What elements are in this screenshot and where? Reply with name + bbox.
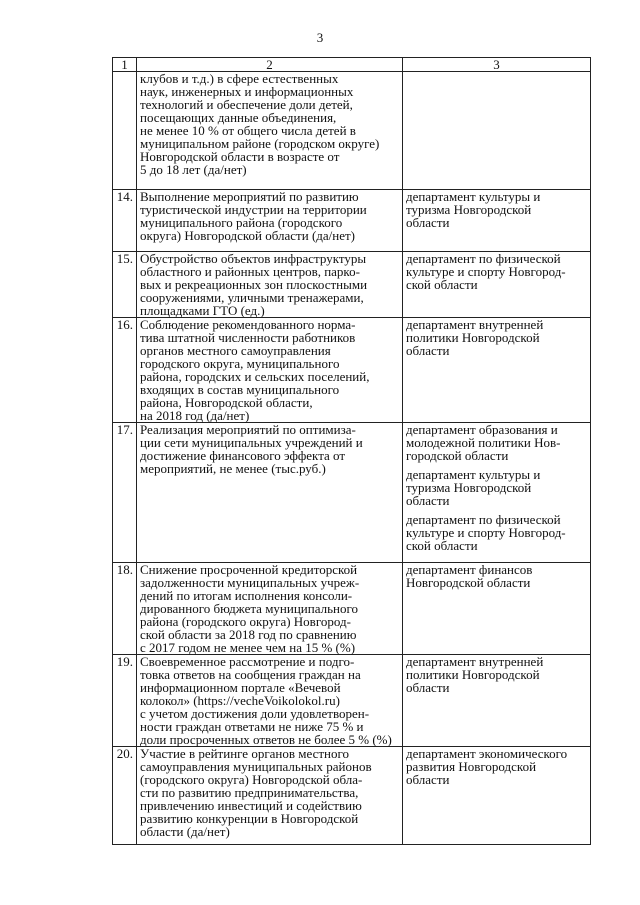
department-text-line: департамент по физической: [406, 251, 561, 266]
indicator-text-line: привлечению инвестиций и содействию: [140, 798, 362, 813]
indicator-text-line: Своевременное рассмотрение и подго-: [140, 654, 355, 669]
responsible-department: [403, 747, 591, 845]
row-number: 19.: [113, 655, 137, 747]
indicator-text-line: Реализация мероприятий по оптимиза-: [140, 422, 356, 437]
department-text-line: области: [406, 772, 450, 787]
department-entry: [406, 747, 587, 786]
indicator-text-line: района (городского округа) Новгород-: [140, 614, 351, 629]
indicator-text-line: 5 до 18 лет (да/нет): [140, 162, 247, 177]
responsible-department: [403, 318, 591, 423]
row-number: 18.: [113, 563, 137, 655]
indicator-text-line: областного и районных центров, парко-: [140, 264, 360, 279]
department-entry: [406, 423, 587, 462]
header-cell-1: 1: [113, 58, 137, 72]
indicator-text-line: развитию конкуренции в Новгородской: [140, 811, 359, 826]
department-entry: [406, 563, 587, 589]
indicator-text-line: не менее 10 % от общего числа детей в: [140, 123, 356, 138]
indicator-text-line: входящих в состав муниципального: [140, 382, 340, 397]
indicator-text-line: товка ответов на сообщения граждан на: [140, 667, 361, 682]
indicator-text-line: муниципальном районе (городском округе): [140, 136, 380, 151]
indicator-text-line: (городского округа) Новгородской обла-: [140, 772, 363, 787]
department-text-line: департамент экономического: [406, 746, 568, 761]
department-text-line: ской области: [406, 538, 478, 553]
row-number: 20.: [113, 747, 137, 845]
responsible-department: [403, 423, 591, 563]
responsible-department: [403, 72, 591, 190]
department-text-line: городской области: [406, 448, 509, 463]
department-text-line: политики Новгородской: [406, 330, 540, 345]
indicator-text-line: Соблюдение рекомендованного норма-: [140, 317, 356, 332]
indicator-text-line: клубов и т.д.) в сфере естественных: [140, 71, 339, 86]
row-number: 16.: [113, 318, 137, 423]
department-text-line: Новгородской области: [406, 575, 531, 590]
indicator-text-line: Обустройство объектов инфраструктуры: [140, 251, 367, 266]
department-text-line: департамент внутренней: [406, 317, 544, 332]
indicator-text-line: с учетом достижения доли удовлетворен-: [140, 706, 370, 721]
table-row: [113, 318, 591, 423]
indicator-text-line: вых и рекреационных зон плоскостными: [140, 277, 368, 292]
department-text-line: туризма Новгородской: [406, 202, 532, 217]
indicators-table: [112, 57, 591, 845]
department-text-line: департамент образования и: [406, 422, 558, 437]
indicator-text-line: задолженности муниципальных учреж-: [140, 575, 360, 590]
indicator-text-line: дированного бюджета муниципального: [140, 601, 358, 616]
row-number: 14.: [113, 190, 137, 252]
department-text-line: области: [406, 680, 450, 695]
department-text-line: департамент финансов: [406, 562, 533, 577]
department-text-line: департамент внутренней: [406, 654, 544, 669]
department-text-line: области: [406, 493, 450, 508]
indicator-text-line: туристической индустрии на территории: [140, 202, 367, 217]
indicator-text-line: области (да/нет): [140, 824, 230, 839]
indicator-text: [137, 655, 403, 747]
indicator-text-line: муниципального района (городского: [140, 215, 343, 230]
table-row: [113, 72, 591, 190]
page-number: 3: [316, 30, 324, 45]
department-text-line: департамент культуры и: [406, 189, 541, 204]
indicator-text-line: городского округа, муниципального: [140, 356, 340, 371]
indicator-text: [137, 252, 403, 318]
indicator-text-line: Участие в рейтинге органов местного: [140, 746, 350, 761]
department-text-line: развития Новгородской: [406, 759, 537, 774]
indicator-text: [137, 747, 403, 845]
department-text-line: туризма Новгородской: [406, 480, 532, 495]
indicator-text-line: Новгородской области в возрасте от: [140, 149, 340, 164]
department-entry: [406, 655, 587, 694]
indicator-text-line: тива штатной численности работников: [140, 330, 356, 345]
responsible-department: [403, 190, 591, 252]
indicator-text: [137, 190, 403, 252]
department-text-line: области: [406, 343, 450, 358]
responsible-department: [403, 655, 591, 747]
department-text-line: культуре и спорту Новгород-: [406, 264, 566, 279]
indicator-text: [137, 563, 403, 655]
department-text-line: молодежной политики Нов-: [406, 435, 561, 450]
indicator-text-line: ской области за 2018 год по сравнению: [140, 627, 357, 642]
indicator-text-line: доли просроченных ответов не более 5 % (%): [140, 732, 392, 747]
indicator-text-line: дений по итогам исполнения консоли-: [140, 588, 353, 603]
indicator-text-line: самоуправления муниципальных районов: [140, 759, 372, 774]
indicator-text-line: площадками ГТО (ед.): [140, 303, 265, 318]
table-row: [113, 563, 591, 655]
indicator-text-line: мероприятий, не менее (тыс.руб.): [140, 461, 326, 476]
indicator-text-line: органов местного самоуправления: [140, 343, 331, 358]
indicator-text-line: достижение финансового эффекта от: [140, 448, 346, 463]
indicator-text-line: Снижение просроченной кредиторской: [140, 562, 358, 577]
indicator-text-line: информационном портале «Вечевой: [140, 680, 341, 695]
indicator-text-line: района, Новгородской области,: [140, 395, 313, 410]
indicator-text-line: наук, инженерных и информационных: [140, 84, 354, 99]
department-text-line: ской области: [406, 277, 478, 292]
responsible-department: [403, 563, 591, 655]
row-number: 15.: [113, 252, 137, 318]
indicator-text: [137, 423, 403, 563]
indicator-text-line: сооружениями, уличными тренажерами,: [140, 290, 364, 305]
table-row: [113, 190, 591, 252]
row-number: [113, 72, 137, 190]
department-entry: [406, 468, 587, 507]
indicator-text-line: посещающих данные объединения,: [140, 110, 337, 125]
department-text-line: департамент по физической: [406, 512, 561, 527]
indicator-text-line: на 2018 год (да/нет): [140, 408, 250, 423]
indicator-text-line: сти по развитию предпринимательства,: [140, 785, 359, 800]
responsible-department: [403, 252, 591, 318]
department-text-line: культуре и спорту Новгород-: [406, 525, 566, 540]
indicator-text-line: округа) Новгородской области (да/нет): [140, 228, 356, 243]
indicator-text-line: колокол» (https://vecheVoikolokol.ru): [140, 693, 340, 708]
indicator-text-line: ции сети муниципальных учреждений и: [140, 435, 363, 450]
header-cell-3: 3: [403, 58, 591, 72]
indicator-text-line: ности граждан ответами не ниже 75 % и: [140, 719, 364, 734]
indicator-text-line: района, городских и сельских поселений,: [140, 369, 370, 384]
indicator-text-line: Выполнение мероприятий по развитию: [140, 189, 359, 204]
indicator-text-line: с 2017 годом не менее чем на 15 % (%): [140, 640, 356, 655]
indicator-text: [137, 72, 403, 190]
row-number: 17.: [113, 423, 137, 563]
department-entry: [406, 190, 587, 229]
table-header-row: [113, 58, 591, 72]
table-row: [113, 423, 591, 563]
department-entry: [406, 252, 587, 291]
department-entry: [406, 513, 587, 552]
department-text-line: политики Новгородской: [406, 667, 540, 682]
indicator-text: [137, 318, 403, 423]
department-entry: [406, 318, 587, 357]
table-row: [113, 747, 591, 845]
table-row: [113, 655, 591, 747]
department-text-line: области: [406, 215, 450, 230]
department-text-line: департамент культуры и: [406, 467, 541, 482]
header-cell-2: 2: [137, 58, 403, 72]
table-row: [113, 252, 591, 318]
indicator-text-line: технологий и обеспечение доли детей,: [140, 97, 353, 112]
